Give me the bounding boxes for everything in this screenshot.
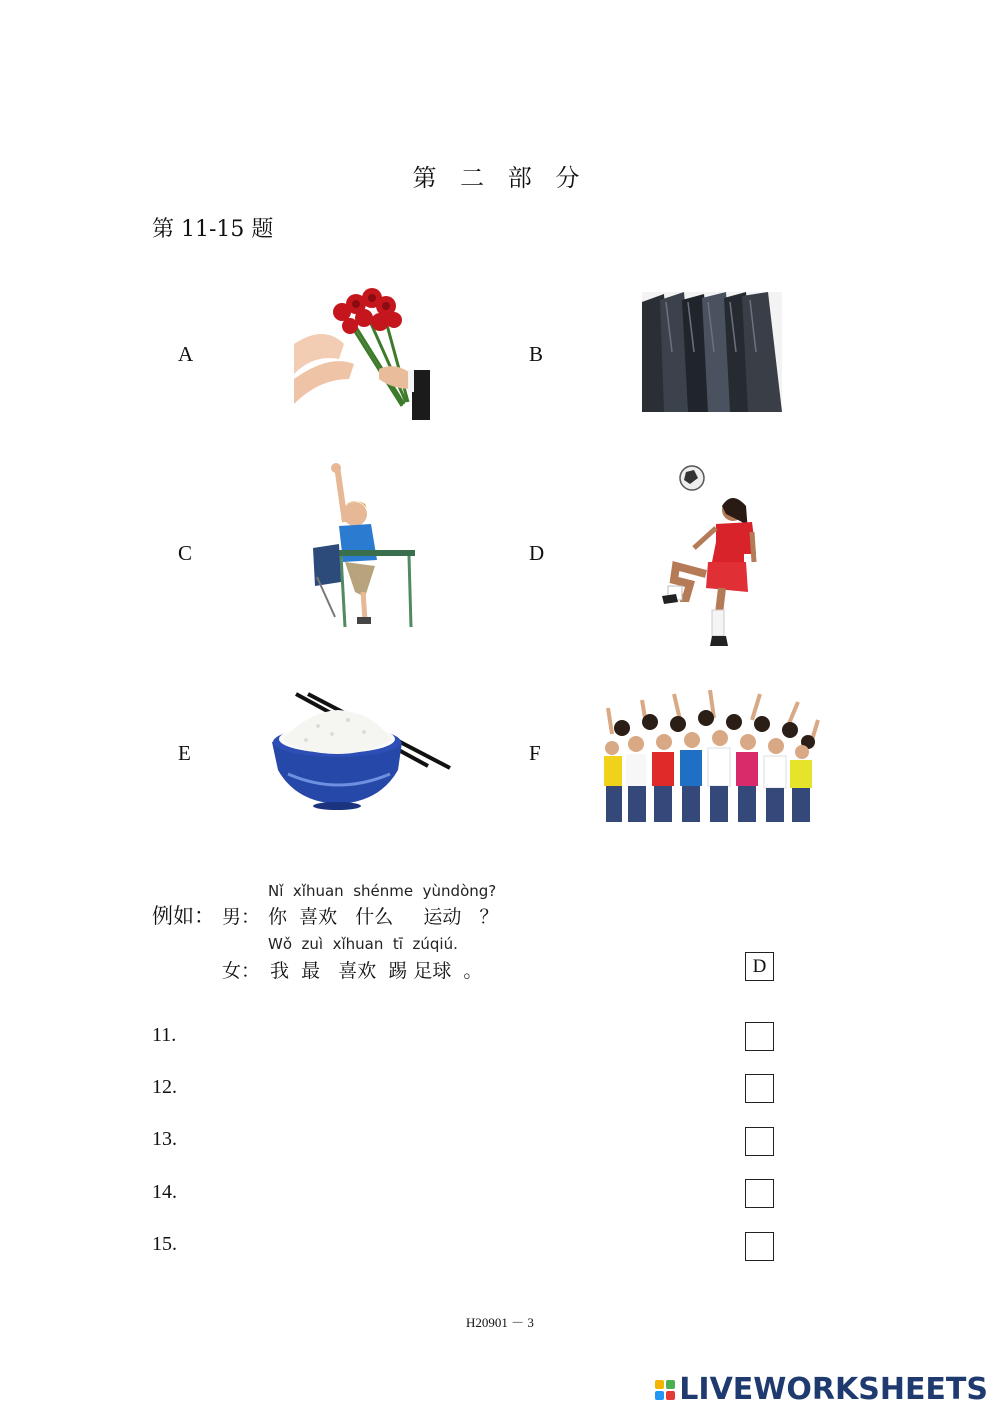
question-12-number: 12. xyxy=(152,1076,177,1098)
question-14-answer-box[interactable] xyxy=(745,1179,774,1208)
example-man-pinyin: Nǐ xǐhuan shénme yùndòng? xyxy=(268,882,497,900)
example-woman-hanzi: 我 最 喜欢 踢 足球 。 xyxy=(270,960,483,982)
option-letter-c: C xyxy=(178,541,193,565)
question-range: 第 11-15 题 xyxy=(152,217,274,242)
suits-rack-image xyxy=(642,292,782,412)
example-label: 例如： xyxy=(152,904,215,928)
example-woman-speaker: 女： xyxy=(222,960,261,982)
option-letter-a: A xyxy=(178,342,194,366)
option-letter-f: F xyxy=(529,741,541,765)
question-13-answer-box[interactable] xyxy=(745,1127,774,1156)
cheering-group-image xyxy=(602,684,822,822)
example-man-hanzi: 你 喜欢 什么 运动 ？ xyxy=(268,906,499,928)
example-man-speaker: 男： xyxy=(222,906,261,928)
section-title: 第 二 部 分 xyxy=(412,164,588,192)
roses-bouquet-image xyxy=(294,284,430,420)
question-15-answer-box[interactable] xyxy=(745,1232,774,1261)
example-woman-pinyin: Wǒ zuì xǐhuan tī zúqiú. xyxy=(268,935,458,953)
rice-bowl-image xyxy=(268,690,454,812)
question-12-answer-box[interactable] xyxy=(745,1074,774,1103)
liveworksheets-logo xyxy=(655,1372,988,1407)
page-footer: H20901 － 3 xyxy=(466,1315,534,1330)
girl-playing-football-image xyxy=(660,462,762,650)
question-13-number: 13. xyxy=(152,1128,177,1150)
question-11-answer-box[interactable] xyxy=(745,1022,774,1051)
option-letter-d: D xyxy=(529,541,545,565)
student-raising-hand-image xyxy=(305,462,420,634)
example-answer-box: D xyxy=(745,952,774,981)
question-14-number: 14. xyxy=(152,1181,177,1203)
liveworksheets-logo-text: LIVEWORKSHEETS xyxy=(679,1372,988,1407)
option-letter-e: E xyxy=(178,741,191,765)
question-11-number: 11. xyxy=(152,1024,177,1046)
option-letter-b: B xyxy=(529,342,544,366)
liveworksheets-logo-icon xyxy=(655,1380,675,1400)
question-15-number: 15. xyxy=(152,1233,177,1255)
